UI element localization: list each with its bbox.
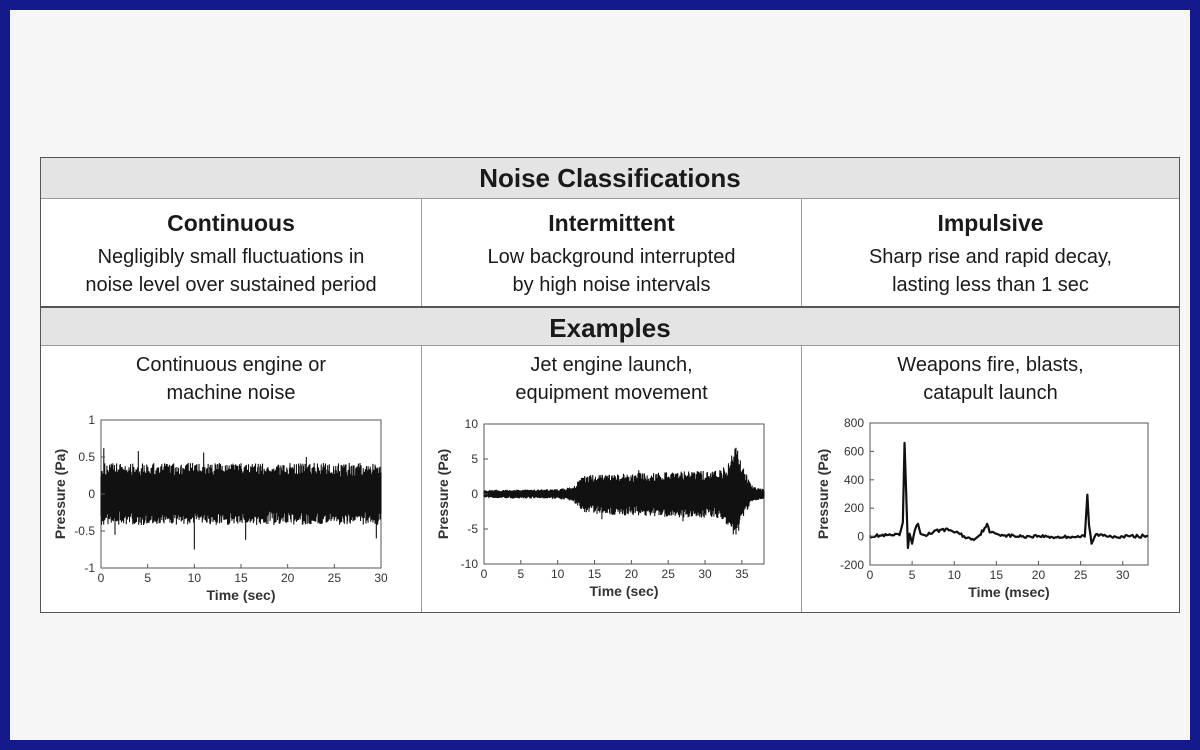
- table-title: Noise Classifications: [41, 158, 1179, 199]
- y-tick-label: -10: [460, 557, 478, 571]
- class-cell-intermittent: [421, 199, 801, 306]
- example-description-line1: Continuous engine or: [135, 354, 327, 376]
- x-tick-label: 15: [587, 567, 602, 581]
- y-tick-label: 400: [843, 472, 864, 487]
- x-tick-label: 10: [187, 571, 202, 585]
- y-tick-label: 0.5: [78, 450, 95, 464]
- class-description-line1: Sharp rise and rapid decay,: [868, 246, 1113, 268]
- y-tick-label: 800: [843, 416, 864, 430]
- y-tick-label: -200: [839, 558, 864, 572]
- x-tick-label: 10: [947, 568, 961, 582]
- x-axis-label: Time (msec): [968, 584, 1050, 600]
- example-description-line2: equipment movement: [515, 382, 708, 404]
- example-cell-intermittent: [421, 346, 801, 612]
- x-axis-label: Time (sec): [589, 583, 659, 599]
- class-description-line2: lasting less than 1 sec: [892, 274, 1089, 296]
- y-tick-label: 5: [471, 452, 478, 466]
- intermittent-noise-chart: [422, 410, 802, 610]
- x-tick-label: 30: [374, 571, 388, 585]
- example-cell-continuous: [41, 346, 421, 612]
- example-description-line1: Weapons fire, blasts,: [897, 354, 1084, 376]
- y-tick-label: -5: [467, 522, 478, 536]
- class-cell-impulsive: [801, 199, 1179, 306]
- y-axis-label: Pressure (Pa): [52, 448, 68, 540]
- y-tick-label: 0: [88, 487, 95, 501]
- x-tick-label: 20: [624, 567, 639, 581]
- class-cell-continuous: [41, 199, 421, 306]
- continuous-noise-chart: [41, 410, 421, 610]
- class-description-line2: noise level over sustained period: [85, 274, 377, 296]
- example-description-line1: Jet engine launch,: [530, 354, 693, 376]
- y-axis-label: Pressure (Pa): [435, 448, 451, 540]
- x-tick-label: 35: [735, 567, 749, 581]
- x-tick-label: 10: [551, 567, 565, 581]
- example-cell-impulsive: [801, 346, 1179, 612]
- x-tick-label: 5: [517, 567, 525, 581]
- x-tick-label: 5: [908, 568, 916, 582]
- class-name: Continuous: [167, 210, 295, 236]
- x-tick-label: 25: [661, 567, 675, 581]
- class-name: Impulsive: [937, 210, 1044, 236]
- x-tick-label: 5: [144, 571, 152, 585]
- y-tick-label: 0: [857, 529, 864, 544]
- class-name: Intermittent: [548, 210, 675, 236]
- class-description-line1: Negligibly small fluctuations in: [97, 246, 365, 268]
- y-tick-label: 200: [843, 501, 864, 516]
- y-tick-label: 10: [464, 417, 478, 431]
- example-description-line2: machine noise: [166, 382, 296, 404]
- x-tick-label: 25: [327, 571, 342, 585]
- x-tick-label: 15: [989, 568, 1004, 582]
- x-axis-label: Time (sec): [206, 587, 276, 603]
- y-tick-label: -0.5: [74, 524, 95, 538]
- x-tick-label: 30: [698, 567, 712, 581]
- example-description-line2: catapult launch: [923, 382, 1058, 404]
- x-tick-label: 0: [480, 567, 488, 581]
- x-tick-label: 20: [1031, 568, 1046, 582]
- x-tick-label: 0: [866, 568, 874, 582]
- x-tick-label: 20: [280, 571, 295, 585]
- y-tick-label: -1: [84, 561, 95, 575]
- x-tick-label: 15: [234, 571, 248, 585]
- noise-classification-table: [40, 157, 1180, 613]
- y-tick-label: 0: [471, 487, 478, 501]
- x-tick-label: 30: [1116, 568, 1130, 582]
- examples-header: Examples: [41, 306, 1179, 346]
- y-tick-label: 600: [843, 444, 864, 459]
- y-tick-label: 1: [88, 413, 95, 427]
- class-description-line1: Low background interrupted: [487, 246, 736, 268]
- x-tick-label: 0: [97, 571, 105, 585]
- y-axis-label: Pressure (Pa): [815, 448, 831, 540]
- impulsive-noise-chart: [802, 410, 1180, 610]
- x-tick-label: 25: [1073, 568, 1088, 582]
- class-description-line2: by high noise intervals: [512, 274, 711, 296]
